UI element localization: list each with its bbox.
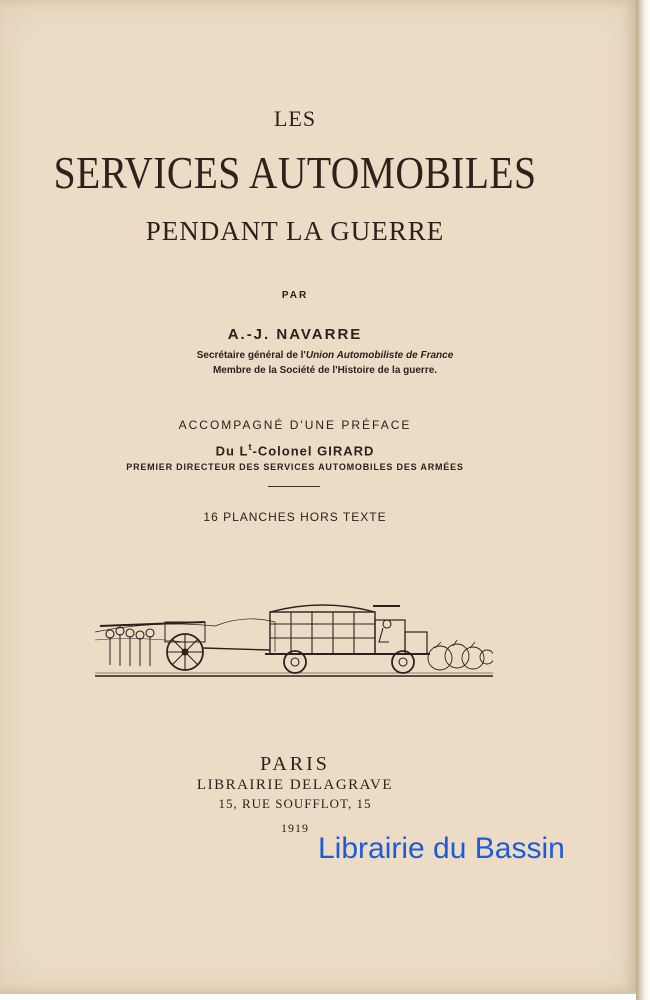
military-truck-illustration <box>95 592 493 680</box>
bookseller-watermark: Librairie du Bassin <box>318 832 565 865</box>
page-edge <box>636 0 650 1000</box>
preface-intro: ACCOMPAGNÉ D'UNE PRÉFACE <box>178 418 412 432</box>
preface-author: Du $L^t$-Colonel GIRARD <box>215 442 375 459</box>
divider-rule <box>268 486 320 487</box>
publisher-city: PARIS <box>260 753 330 775</box>
by-label: PAR <box>281 290 309 301</box>
preface-author-role: PREMIER DIRECTEUR DES SERVICES AUTOMOBILES DES ARMÉES <box>126 462 464 472</box>
publisher-name: LIBRAIRIE DELAGRAVE <box>196 777 394 793</box>
author-credit-1: Secrétaire général de l'Union Automobiliste de France <box>196 350 454 361</box>
title-main: SERVICES AUTOMOBILES <box>53 147 537 198</box>
title-subtitle: PENDANT LA GUERRE <box>145 216 445 246</box>
plates-note: 16 PLANCHES HORS TEXTE <box>203 510 387 524</box>
publication-year: 1919 <box>281 821 309 835</box>
author-credit-2: Membre de la Société de l'Histoire de la guerre. <box>212 365 438 376</box>
title-line-les: LES <box>273 106 317 131</box>
publisher-address: 15, RUE SOUFFLOT, 15 <box>218 796 372 811</box>
author-name: A.-J. NAVARRE <box>227 326 363 343</box>
